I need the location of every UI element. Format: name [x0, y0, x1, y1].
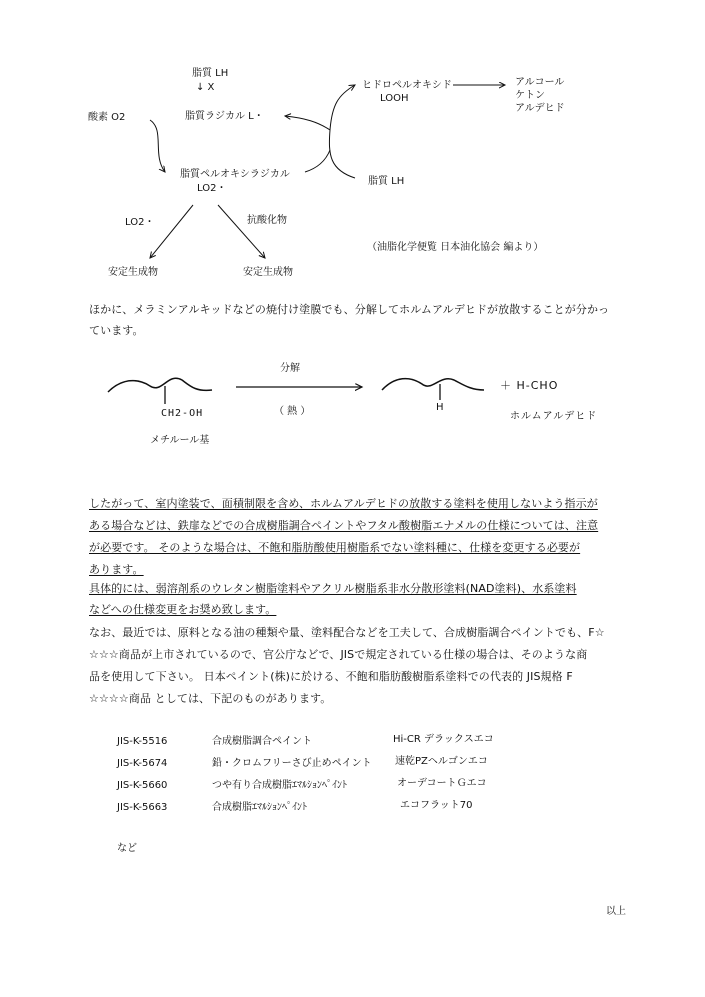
stable-product-right: 安定生成物 [243, 267, 293, 278]
ch2oh-label: CH2-OH [161, 408, 204, 419]
warning-line-5: 具体的には、弱溶剤系のウレタン樹脂塗料やアクリル樹脂系非水分散形塗料(NAD塗料)、水系塗料 [89, 582, 577, 595]
etc-label: など [117, 843, 137, 854]
product-name: 速乾PZヘルゴンエコ [395, 756, 488, 767]
body-line-3: 品を使用して下さい。 日本ペイント(株)に於ける、不飽和脂肪酸樹脂系塗料での代表的 JIS規格 F [89, 670, 573, 683]
product-type: 鉛・クロムフリーさび止めペイント [212, 758, 372, 769]
peroxy-radical-label: 脂質ペルオキシラジカル [180, 169, 290, 180]
lo2-left-label: LO2・ [125, 217, 155, 228]
product-name: Hi-CR デラックスエコ [393, 734, 494, 745]
polymer-chain-right [382, 379, 484, 390]
heat-label: （ 熱 ） [274, 406, 311, 417]
warning-line-4: あります。 [89, 563, 144, 576]
lipid-radical-label: 脂質ラジカル L・ [185, 111, 264, 122]
branch-left-arrow [150, 205, 193, 258]
oxygen-arrow [150, 120, 165, 172]
arrow-x-label: ↓ X [196, 82, 215, 93]
peroxy-link [305, 150, 330, 172]
lo2-label: LO2・ [197, 183, 227, 194]
hcho-label: ＋ H-CHO [500, 379, 559, 392]
product-ketone: ケトン [515, 90, 545, 101]
product-name: オーデコートＧエコ [397, 778, 487, 789]
source-citation: （油脂化学便覧 日本油化協会 編より） [367, 242, 544, 253]
formaldehyde-label: ホルムアルデヒド [510, 411, 598, 422]
product-alcohol: アルコール [515, 77, 565, 88]
product-type: つや有り合成樹脂ｴﾏﾙｼｮﾝﾍﾟｲﾝﾄ [212, 780, 347, 791]
intro-line-1: ほかに、メラミンアルキッドなどの焼付け塗膜でも、分解してホルムアルデヒドが放散することが分かっ [89, 303, 610, 316]
antioxidant-label: 抗酸化物 [247, 215, 287, 226]
hydroperoxide-label: ヒドロペルオキシド [362, 80, 452, 91]
product-type: 合成樹脂ｴﾏﾙｼｮﾝﾍﾟｲﾝﾄ [212, 802, 307, 813]
body-line-1: なお、最近では、原料となる油の種類や量、塗料配合などを工夫して、合成樹脂調合ペイントでも、F☆ [89, 626, 605, 639]
looh-label: LOOH [380, 93, 409, 104]
warning-line-6: などへの仕様変更をお奨め致します。 [89, 603, 277, 616]
stable-product-left: 安定生成物 [108, 267, 158, 278]
decompose-label: 分解 [280, 363, 300, 374]
hydrogen-label: H [436, 402, 444, 413]
end-mark: 以上 [606, 906, 626, 917]
product-code: JIS-K-5516 [117, 736, 168, 747]
polymer-chain-left [108, 378, 212, 392]
methylol-label: メチルール基 [150, 435, 210, 446]
product-code: JIS-K-5663 [117, 802, 168, 813]
warning-line-2: ある場合などは、鉄扉などでの合成樹脂調合ペイントやフタル酸樹脂エナメルの仕様については、注意 [89, 519, 599, 532]
radical-arrow [285, 116, 330, 130]
intro-line-2: ています。 [89, 324, 144, 337]
warning-line-3: が必要です。 そのような場合は、不飽和脂肪酸使用樹脂系でない塗料種に、仕様を変更する必要が [89, 541, 581, 554]
product-type: 合成樹脂調合ペイント [212, 736, 312, 747]
warning-line-1: したがって、室内塗装で、面積制限を含め、ホルムアルデヒドの放散する塗料を使用しないよう指示が [89, 497, 598, 510]
lipid-lh-right: 脂質 LH [368, 176, 405, 187]
body-line-4: ☆☆☆☆商品 としては、下記のものがあります。 [89, 692, 332, 705]
product-name: エコフラット70 [400, 800, 473, 811]
lipid-lh-top: 脂質 LH [192, 68, 229, 79]
oxygen-label: 酸素 O2 [88, 112, 126, 123]
propagation-arrow [329, 85, 355, 178]
product-code: JIS-K-5674 [117, 758, 168, 769]
product-aldehyde: アルデヒド [515, 103, 565, 114]
product-code: JIS-K-5660 [117, 780, 168, 791]
body-line-2: ☆☆☆商品が上市されているので、官公庁などで、JISで規定されている仕様の場合は、そのような商 [89, 648, 588, 661]
branch-right-arrow [218, 205, 265, 258]
